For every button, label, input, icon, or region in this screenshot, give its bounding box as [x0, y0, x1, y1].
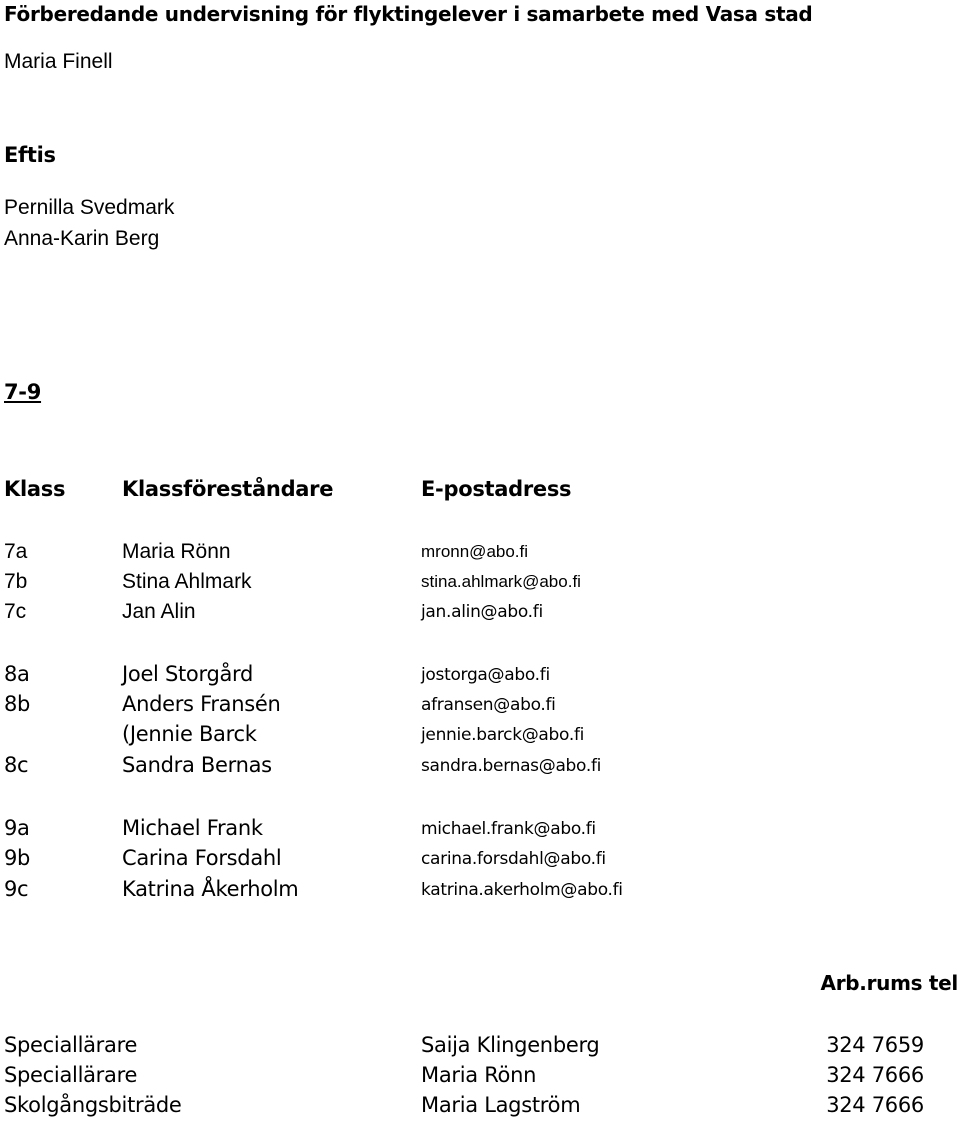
- eftis-staff-1: Pernilla Svedmark: [4, 196, 175, 219]
- table-row-teacher: Carina Forsdahl: [122, 846, 282, 870]
- table-row-teacher: Stina Ahlmark: [122, 570, 252, 593]
- table-row-email: stina.ahlmark@abo.fi: [421, 572, 581, 591]
- staff-row-role: Skolgångsbiträde: [4, 1093, 182, 1117]
- staff-row-role: Speciallärare: [4, 1063, 138, 1087]
- table-row-klass: 9b: [4, 846, 31, 870]
- grades-heading: 7-9: [4, 380, 42, 404]
- table-row-klass: 8b: [4, 692, 31, 716]
- staff-row-phone: 324 7659: [826, 1033, 924, 1057]
- column-header-klass: Klass: [4, 477, 66, 501]
- table-row-klass: 7a: [4, 540, 28, 563]
- table-row-email: jan.alin@abo.fi: [421, 602, 543, 622]
- eftis-heading: Eftis: [4, 143, 56, 167]
- table-row-klass: 9a: [4, 816, 30, 840]
- staff-row-role: Speciallärare: [4, 1033, 138, 1057]
- table-row-klass: 9c: [4, 877, 29, 901]
- table-row-teacher: Maria Rönn: [122, 540, 231, 563]
- table-row-teacher: Sandra Bernas: [122, 753, 272, 777]
- table-row-teacher: (Jennie Barck: [122, 722, 257, 746]
- column-header-email: E-postadress: [421, 477, 572, 501]
- table-row-email: jostorga@abo.fi: [421, 665, 550, 685]
- phone-column-header: Arb.rums tel: [820, 971, 958, 995]
- page-title: Förberedande undervisning för flyktingelever i samarbete med Vasa stad: [4, 2, 813, 26]
- eftis-staff-2: Anna-Karin Berg: [4, 227, 160, 250]
- staff-row-name: Saija Klingenberg: [421, 1033, 600, 1057]
- table-row-email: katrina.akerholm@abo.fi: [421, 880, 623, 900]
- table-row-email: mronn@abo.fi: [421, 542, 529, 561]
- table-row-klass: 8a: [4, 662, 30, 686]
- table-row-teacher: Katrina Åkerholm: [122, 877, 299, 901]
- staff-row-phone: 324 7666: [826, 1063, 924, 1087]
- table-row-email: carina.forsdahl@abo.fi: [421, 849, 606, 869]
- staff-row-name: Maria Rönn: [421, 1063, 537, 1087]
- staff-row-phone: 324 7666: [826, 1093, 924, 1117]
- column-header-teacher: Klassföreståndare: [122, 477, 334, 501]
- table-row-klass: 7c: [4, 600, 27, 623]
- table-row-teacher: Joel Storgård: [122, 662, 254, 686]
- staff-row-name: Maria Lagström: [421, 1093, 581, 1117]
- table-row-email: michael.frank@abo.fi: [421, 819, 596, 839]
- table-row-klass: 7b: [4, 570, 28, 593]
- table-row-email: jennie.barck@abo.fi: [421, 725, 585, 745]
- table-row-teacher: Jan Alin: [122, 600, 196, 623]
- table-row-klass: 8c: [4, 753, 29, 777]
- table-row-teacher: Anders Fransén: [122, 692, 281, 716]
- table-row-email: sandra.bernas@abo.fi: [421, 756, 602, 776]
- table-row-teacher: Michael Frank: [122, 816, 263, 840]
- coordinator-name: Maria Finell: [4, 50, 113, 73]
- table-row-email: afransen@abo.fi: [421, 695, 556, 715]
